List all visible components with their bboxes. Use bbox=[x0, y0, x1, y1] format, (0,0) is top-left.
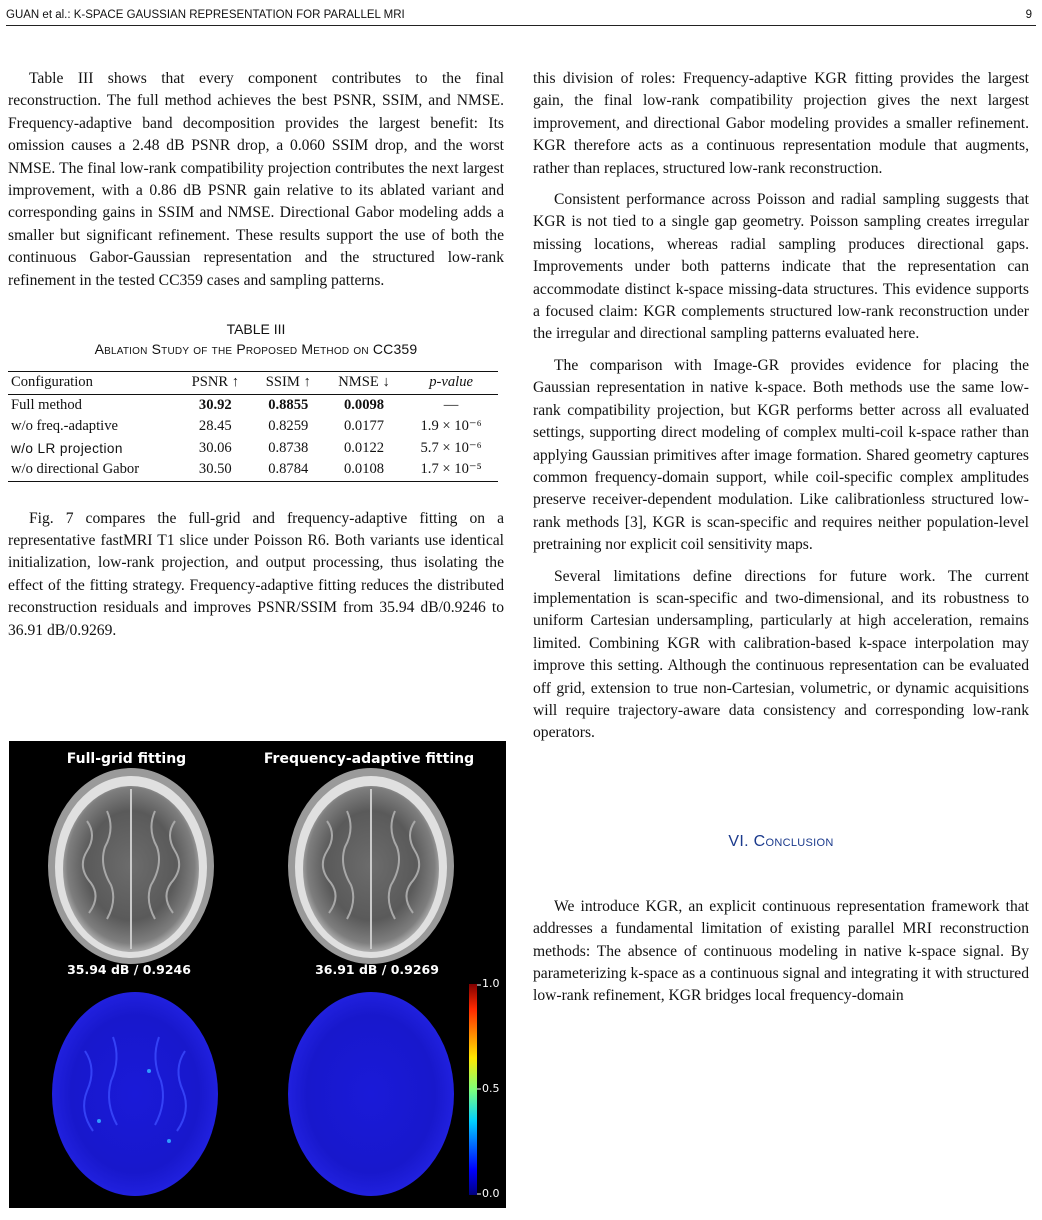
paragraph-limitations: Several limitations define directions for future work. The current implementation is scan-specific and two-dimensional, and its robustness to uniform Cartesian undersampling, particularly at high acceleration, remains limited. Combining KGR with calibration-based k-space interpolation may improve this setting. Although the continuous representation can be evaluated off grid, extension to true non-Cartesian, volumetric, or dynamic acquisitions will require trajectory-aware data consistency and corresponding low-rank operators. bbox=[533, 567, 1029, 742]
metric-full-grid: 35.94 dB / 0.9246 bbox=[67, 962, 191, 977]
cell-config: w/o directional Gabor bbox=[8, 459, 178, 481]
page-number: 9 bbox=[1025, 9, 1032, 21]
cell-config: w/o freq.-adaptive bbox=[11, 418, 118, 435]
cell-nmse: 0.0098 bbox=[343, 396, 385, 413]
figure-fitting-comparison bbox=[9, 741, 506, 1208]
cell-ssim: 0.8784 bbox=[253, 459, 324, 481]
table-row bbox=[8, 438, 498, 460]
cell-nmse: 0.0177 bbox=[343, 418, 385, 435]
cell-psnr: 28.45 bbox=[198, 418, 232, 435]
table-row bbox=[8, 394, 498, 416]
paragraph-roles: this division of roles: Frequency-adaptive KGR fitting provides the largest gain, the final low-rank compatibility projection gives the next largest improvement, and directional Gabor modeling provides a smaller refinement. KGR therefore acts as a continuous representation module that augments, rather than replaces, structured low-rank reconstruction. bbox=[533, 70, 1029, 177]
cell-config: w/o LR projection bbox=[11, 440, 123, 456]
header-p-value: p-value bbox=[404, 372, 498, 395]
cell-psnr: 30.92 bbox=[198, 396, 232, 413]
paragraph-ablation-discussion: Table III shows that every component contributes to the final reconstruction. The full method achieves the best PSNR, SSIM, and NMSE. Frequency-adaptive band decomposition provides the largest benefit: Its omission causes a 2.48 dB PSNR drop, a 0.060 SSIM drop, and the worst NMSE. The final low-rank compatibility projection contributes the next largest improvement, with a 0.86 dB PSNR gain relative to its ablated variant and corresponding gains in SSIM and NMSE. Directional Gabor modeling adds a smaller but significant refinement. These results support the use of both the continuous Gabor-Gaussian representation and the structured low-rank refinement in the tested CC359 cases and sampling patterns. bbox=[8, 70, 504, 289]
header-configuration: Configuration bbox=[8, 372, 178, 395]
brain-image-full-grid bbox=[48, 768, 214, 964]
header-ssim: SSIM ↑ bbox=[253, 372, 324, 395]
right-column bbox=[533, 68, 1029, 1008]
panel-title-frequency-adaptive: Frequency-adaptive fitting bbox=[263, 751, 475, 767]
cell-psnr: 30.06 bbox=[198, 439, 232, 456]
left-column bbox=[8, 68, 504, 642]
cell-p-value: 1.9 × 10⁻⁶ bbox=[420, 418, 482, 435]
table-header-row bbox=[8, 372, 498, 395]
cell-psnr: 30.50 bbox=[178, 459, 253, 481]
panel-title-full-grid: Full-grid fitting bbox=[66, 751, 187, 767]
error-map-frequency-adaptive bbox=[288, 992, 454, 1196]
section-heading-conclusion: VI. Conclusion bbox=[728, 832, 834, 850]
table-caption bbox=[8, 319, 504, 359]
paragraph-sampling: Consistent performance across Poisson and radial sampling suggests that KGR is not tied to a single gap geometry. Poisson sampling creates irregular missing locations, whereas radial sampling produces directional gaps. Improvements under both patterns indicate that the representation can accommodate distinct k-space missing-data structures. This evidence supports a focused claim: KGR complements structured low-rank reconstruction under the irregular and directional sampling patterns evaluated here. bbox=[533, 191, 1029, 343]
paragraph-figure-discussion: Fig. 7 compares the full-grid and frequency-adaptive fitting on a representative fastMRI T1 slice under Poisson R6. Both variants use identical initialization, low-rank projection, and output processing, thus isolating the effect of the fitting strategy. Frequency-adaptive fitting reduces the distributed reconstruction residuals and improves PSNR/SSIM from 35.94 dB/0.9246 to 36.91 dB/0.9269. bbox=[8, 509, 504, 639]
colorbar-tick-mid: 0.5 bbox=[482, 1082, 500, 1095]
paragraph-conclusion: We introduce KGR, an explicit continuous representation framework that addresses a fundamental limitation of existing parallel MRI reconstruction methods: The absence of continuous modeling in native k-space signal. By parameterizing k-space as a continuous signal and integrating it with structured low-rank refinement, KGR bridges local frequency-domain bbox=[533, 897, 1029, 1005]
cell-p-value: 1.7 × 10⁻⁵ bbox=[404, 459, 498, 481]
running-head bbox=[6, 8, 1036, 26]
cell-nmse: 0.0108 bbox=[324, 459, 404, 481]
cell-ssim: 0.8738 bbox=[268, 439, 309, 456]
header-nmse: NMSE ↓ bbox=[324, 372, 404, 395]
table-label: TABLE III bbox=[226, 321, 286, 338]
cell-nmse: 0.0122 bbox=[343, 439, 385, 456]
paragraph-image-gr-comparison: The comparison with Image-GR provides evidence for placing the Gaussian representation in native k-space. Both methods use the same low-rank compatibility projection, but KGR performs better across all evaluated settings, supporting direct modeling of complex multi-coil k-space rather than applying Gaussian primitives after image formation. Shared geometry captures common frequency-domain support, while coil-specific complex amplitudes preserve receiver-dependent modulation. Like calibrationless structured low-rank methods [3], KGR is scan-specific and requires neither population-level pretraining nor explicit coil sensitivity maps. bbox=[533, 356, 1029, 554]
cell-config: Full method bbox=[11, 396, 82, 413]
brain-image-frequency-adaptive bbox=[288, 768, 454, 964]
header-psnr: PSNR ↑ bbox=[178, 372, 253, 395]
cell-ssim: 0.8855 bbox=[268, 396, 309, 413]
table-row bbox=[8, 416, 498, 438]
ablation-table bbox=[8, 371, 498, 482]
cell-p-value: 5.7 × 10⁻⁶ bbox=[420, 439, 482, 456]
metric-frequency-adaptive: 36.91 dB / 0.9269 bbox=[315, 962, 439, 977]
colorbar-tick-min: 0.0 bbox=[482, 1187, 500, 1200]
error-map-full-grid bbox=[52, 992, 218, 1196]
colorbar-tick-max: 1.0 bbox=[482, 977, 500, 990]
running-head-title: GUAN et al.: K-SPACE GAUSSIAN REPRESENTATION FOR PARALLEL MRI bbox=[6, 9, 405, 21]
colorbar bbox=[469, 984, 481, 1195]
table-row bbox=[8, 459, 498, 481]
table-title: Ablation Study of the Proposed Method on CC359 bbox=[94, 341, 418, 358]
cell-p-value: — bbox=[443, 396, 459, 413]
cell-ssim: 0.8259 bbox=[268, 418, 309, 435]
